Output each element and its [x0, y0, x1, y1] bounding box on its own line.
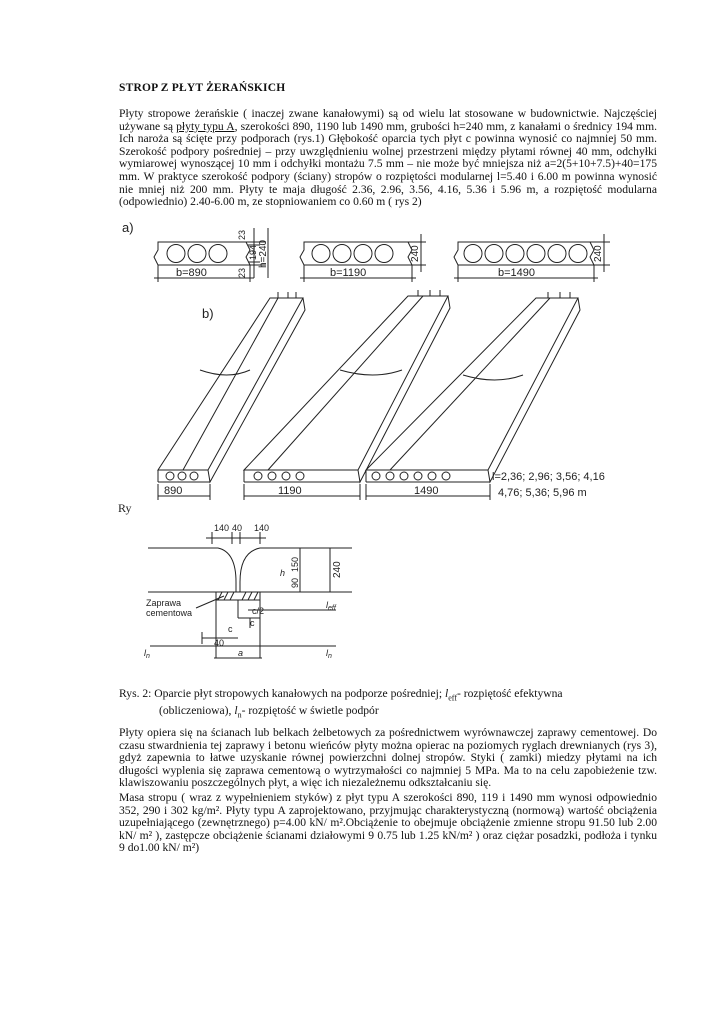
channel-circle [464, 245, 482, 263]
figure-2-caption [119, 687, 659, 722]
width-label-b-1490: 1490 [414, 485, 439, 497]
dim-194: 194 [248, 244, 258, 260]
width-label-a-1190: b=1190 [330, 267, 367, 279]
width-label-a-1490: b=1490 [498, 267, 536, 279]
label-a: a [238, 648, 244, 658]
dim-h-240: h=240 [258, 239, 269, 268]
dim-40-top: 40 [232, 523, 243, 533]
dim-23-top: 23 [237, 229, 247, 240]
dim-240-section-3: 240 [593, 245, 604, 262]
paragraph-support: Płyty opiera się na ścianach lub belkach żelbetowych za pośrednictwem wyrównawczej zaprawy cementowej. Do czasu stwardnienia tej zaprawy i betonu wieńców płyty można opierac na poziomych ryglach drewnianych (rys 3), gdyż zapewnia to łatwe uzyskanie równej powierzchni dolnej stropów. Styki ( zamki) miedzy płytami na ich długości wyplenia się zaprawa cementową o wytrzymałości co najmniej 5 MPa. Ma to na celu zapobieżenie tzw. klawiszowaniu poszczególnych płyt, a więc ich niezależnemu odkształcaniu się. [119, 726, 657, 790]
link-plyty-typu-a[interactable]: płyty typu A [176, 119, 235, 133]
dim-23-bottom: 23 [237, 267, 247, 278]
isometric-slabs [158, 290, 580, 500]
channel-circle [209, 245, 227, 263]
figure-1-slab-types [118, 220, 658, 520]
dim-140-right: 140 [254, 523, 270, 533]
dim-240-section-2: 240 [410, 245, 421, 262]
dim-150: 150 [290, 556, 300, 572]
dim-140-left: 140 [214, 523, 230, 533]
width-label-b-1190: 1190 [278, 485, 302, 497]
caption-line-2: (obliczeniowa), $l_n-$ rozpiętość w świetle podpór [159, 704, 379, 720]
channel-circle [167, 245, 185, 263]
channel-circle [485, 245, 503, 263]
dim-90: 90 [290, 577, 300, 588]
figure-2-support-detail [140, 522, 360, 666]
left-slab [148, 548, 236, 592]
label-ln-right: $l_n$ [326, 648, 332, 660]
mortar-label-2: cementowa [146, 608, 193, 618]
dim-40: 40 [214, 638, 225, 648]
caption-line-1: Rys. 2: Oparcie płyt stropowych kanałowych na podporze pośredniej; $l_{eff}-$ rozpiętość efektywna [119, 687, 563, 703]
channel-circle [569, 245, 587, 263]
mortar-label-1: Zaprawa [146, 598, 182, 608]
label-b: b) [202, 306, 214, 321]
figure-1-caption-fragment: Ry [118, 501, 132, 515]
dim-240: 240 [332, 561, 343, 578]
dim-h: h [280, 568, 286, 578]
channel-circle [354, 245, 372, 263]
length-values-line-2: 4,76; 5,36; 5,96 m [498, 487, 587, 499]
dim-c-right: c [250, 618, 255, 628]
label-a: a) [122, 220, 134, 235]
paragraph-intro [119, 108, 657, 209]
channel-circle [548, 245, 566, 263]
page-title: STROP Z PŁYT ŻERAŃSKICH [119, 82, 286, 94]
mortar-bed [216, 592, 260, 600]
label-leff: $l_{eff}$ [326, 600, 336, 612]
channel-circle [333, 245, 351, 263]
paragraph-intro-text-rest: , szerokości 890, 1190 lub 1490 mm, grubości h=240 mm, z kanałami o średnicy 194 mm. Ich naroża są ścięte przy podporach (rys.1) Głębokość oparcia tych płyt c powinna wynosić co najmniej 50 mm. Szerokość podpory pośredniej – przy uwzględnieniu wolnej przestrzeni między płytami równej 40 mm, odchyłki wymiarowej wynoszącej 10 mm i odchyłki montażu 7.5 mm – nie może być mniejsza niż a=2(5+10+7.5)+40=175 mm. W praktyce szerokość podpory (ściany) stropów o rozpiętości modularnej l=5.40 i 6.00 m powinna wynosić nie mniej niż 200 mm. Płyty te maja długość 2.36, 2.96, 3.56, 4.16, 5.36 i 5.96 m, a rozpiętość modularna (odpowiednio) 2.40-6.00 m, ze stopniowaniem co 0.60 m ( rys 2) [119, 119, 657, 209]
width-label-b-890: 890 [164, 485, 183, 497]
paragraph-mass-load: Masa stropu ( wraz z wypełnieniem styków) z płyt typu A szerokości 890, 119 i 1490 mm wynosi odpowiednio 352, 290 i 302 kg/m². Płyty typu A zaprojektowano, przyjmując charakterystyczną (normową) wartość obciążenia uzupełniającego (zewnętrznego) p=4.00 kN/ m².Obciążenie to obejmuje obciążenie zmienne stropu 91.50 lub 2.00 kN/ m² ), zastępcze obciążenie ścianami działowymi 9 0.75 lub 1.25 kN/m² ) oraz ciężar posadzki, podłoża i tynku 9 do1.00 kN/ m²) [119, 791, 657, 855]
channel-circle [312, 245, 330, 263]
dim-c-left: c [228, 624, 233, 634]
label-ln-left: $l_n$ [144, 648, 150, 660]
paragraph-intro-text: Płyty stropowe żerańskie ( inaczej zwane kanałowymi) są od wielu lat stosowane w budownictwie. Najczęściej używane są [119, 107, 657, 133]
channel-circle [188, 245, 206, 263]
width-label-a-890: b=890 [176, 267, 207, 279]
channel-circle [506, 245, 524, 263]
dim-c-half: c/2 [252, 606, 265, 616]
channel-circle [375, 245, 393, 263]
channel-circle [527, 245, 545, 263]
length-values-line-1: l=2,36; 2,96; 3,56; 4,16 [492, 471, 605, 483]
